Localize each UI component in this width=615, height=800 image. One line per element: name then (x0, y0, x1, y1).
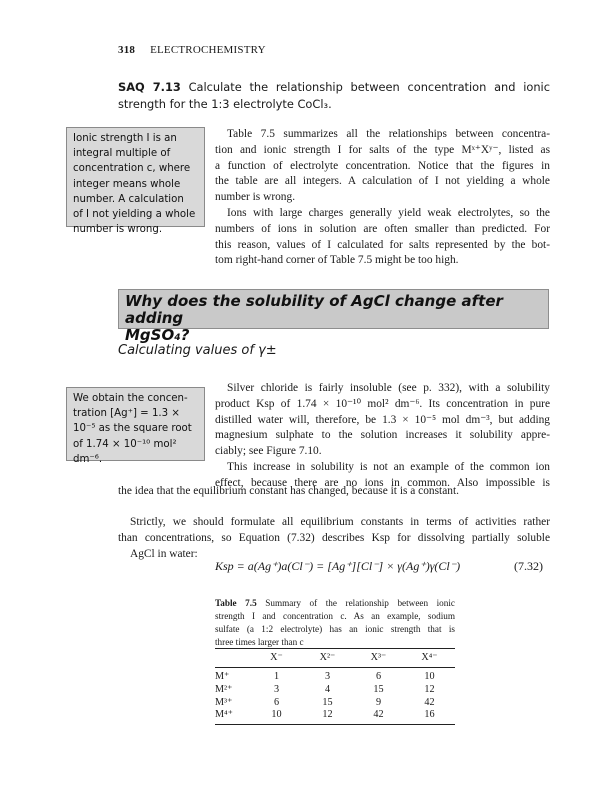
margin-note-line: integer means whole (73, 178, 181, 190)
table-cell: 15 (373, 683, 384, 695)
text-line: the idea that the equilibrium constant has changed, because it is a constant. (118, 485, 459, 497)
row-header: M³⁺ (215, 696, 233, 708)
table-cell: 6 (375, 671, 382, 682)
row-header: M²⁺ (215, 683, 233, 695)
table-cell: 10 (271, 709, 282, 721)
text-line: distilled water will, therefore, be 1.3 × 10⁻⁵ mol dm⁻³, but adding (215, 413, 550, 426)
caption-line: Summary of the relationship between ionic (265, 598, 455, 608)
saq-text-line-1: Calculate the relationship between concentration and ionic (188, 80, 550, 94)
column-header: X²⁻ (319, 652, 336, 663)
text-line: tom right-hand corner of Table 7.5 might be too high. (215, 254, 459, 267)
section-heading-line-2: MgSO₄? (125, 326, 190, 344)
table-cell: 12 (424, 683, 435, 695)
margin-note-line: dm⁻⁶. (73, 453, 103, 465)
column-header: X⁴⁻ (421, 652, 438, 663)
text-line: product Ksp of 1.74 × 10⁻¹⁰ mol² dm⁻⁶. Its concentration in pure (215, 397, 550, 410)
table-cell: 3 (324, 671, 331, 682)
caption-line: three times larger than c (215, 637, 304, 647)
margin-note-line: We obtain the concen- (73, 393, 188, 404)
text-line: This increase in solubility is not an example of the common ion (227, 460, 550, 473)
table-row (215, 684, 455, 697)
section-heading-line-1: Why does the solubility of AgCl change after adding (125, 292, 503, 327)
margin-note-line: number is wrong. (73, 224, 163, 236)
page-number: 318 (118, 44, 136, 56)
table-row (215, 697, 455, 710)
table-row (215, 671, 455, 684)
subsection-heading: Calculating values of γ± (118, 343, 277, 358)
row-header: M⁴⁺ (215, 709, 233, 721)
margin-note-line: 10⁻⁵ as the square root (73, 423, 192, 435)
text-line: number is wrong. (215, 191, 296, 204)
table-cell: 12 (322, 709, 333, 721)
margin-note-line: concentration c, where (73, 163, 191, 175)
equation-number: (7.32) (514, 559, 543, 573)
margin-note-concentration (66, 387, 205, 465)
saq-label: SAQ 7.13 (118, 80, 181, 94)
ionic-strength-table (215, 648, 455, 725)
table-corner-cell (215, 649, 251, 667)
margin-note-line: of 1.74 × 10⁻¹⁰ mol² (73, 438, 177, 450)
table-cell: 3 (273, 683, 280, 695)
equation-7-32: Ksp = a(Ag⁺)a(Cl⁻) = [Ag⁺][Cl⁻] × γ(Ag⁺)γ(Cl⁻) (215, 559, 461, 573)
table-label: Table 7.5 (215, 598, 257, 608)
text-line: AgCl in water: (130, 547, 198, 560)
text-line: Strictly, we should formulate all equilibrium constants in terms of activities rather (130, 516, 550, 528)
table-cell: 10 (424, 671, 435, 682)
table-cell: 42 (424, 696, 435, 708)
table-bottom-rule (215, 724, 455, 725)
table-cell: 9 (375, 696, 382, 708)
body-paragraph-table-summary (215, 127, 550, 269)
running-header (118, 44, 266, 56)
text-line: numbers of ions in solution are often smaller than predicted. For (215, 222, 550, 235)
margin-note-line: number. A calculation (73, 193, 184, 205)
row-header: M⁺ (215, 671, 230, 682)
column-header: X³⁻ (370, 652, 387, 663)
text-line: tion and ionic strength I for salts of the type Mˣ⁺Xʸ⁻, listed as (215, 143, 550, 156)
text-line: Ions with large charges generally yield weak electrolytes, so the (227, 206, 550, 219)
saq-block (118, 79, 550, 113)
saq-text-line-2: strength for the 1:3 electrolyte CoCl₃. (118, 97, 332, 111)
margin-note-line: of I not yielding a whole (73, 209, 196, 221)
body-paragraph-continuation (118, 484, 550, 500)
column-header: X⁻ (270, 652, 283, 663)
table-cell: 15 (322, 696, 333, 708)
table-header-row (215, 649, 455, 667)
text-line: than concentrations, so Equation (7.32) describes Ksp for dissolving partially soluble (118, 531, 550, 544)
text-line: magnesium sulphate to the solution increases it solubility appre- (215, 429, 550, 442)
body-paragraph-silver-chloride (215, 381, 550, 492)
table-cell: 6 (273, 696, 280, 708)
caption-line: strength I and concentration c. As an example, sodium (215, 611, 455, 621)
table-cell: 1 (273, 671, 280, 682)
text-line: Silver chloride is fairly insoluble (see p. 332), with a solubility (227, 382, 550, 394)
caption-line: sulfate (a 1:2 electrolyte) has an ionic strength that is (215, 624, 455, 634)
margin-note-line: Ionic strength I is an (73, 133, 177, 144)
table-row (215, 709, 455, 722)
section-heading (118, 289, 549, 344)
table-caption (215, 597, 455, 649)
text-line: Table 7.5 summarizes all the relationships between concentra- (227, 128, 550, 140)
margin-note-line: tration [Ag⁺] = 1.3 × (73, 408, 180, 420)
table-cell: 16 (424, 709, 435, 721)
text-line: effect, because there are no ions in common. Also impossible is (215, 476, 550, 489)
running-title: ELECTROCHEMISTRY (150, 44, 266, 56)
table-cell: 42 (373, 709, 384, 721)
text-line: ciably; see Figure 7.10. (215, 445, 322, 458)
text-line: the table are all integers. A calculation of I not yielding a whole (215, 175, 550, 188)
margin-note-ionic-strength (66, 127, 205, 236)
table-cell: 4 (324, 683, 331, 695)
text-line: a function of electrolyte concentration. Notice that the figures in (215, 159, 550, 172)
text-line: this reason, values of I calculated for salts represented by the bot- (215, 238, 550, 251)
body-paragraph-activities (118, 515, 550, 562)
margin-note-line: integral multiple of (73, 148, 171, 160)
